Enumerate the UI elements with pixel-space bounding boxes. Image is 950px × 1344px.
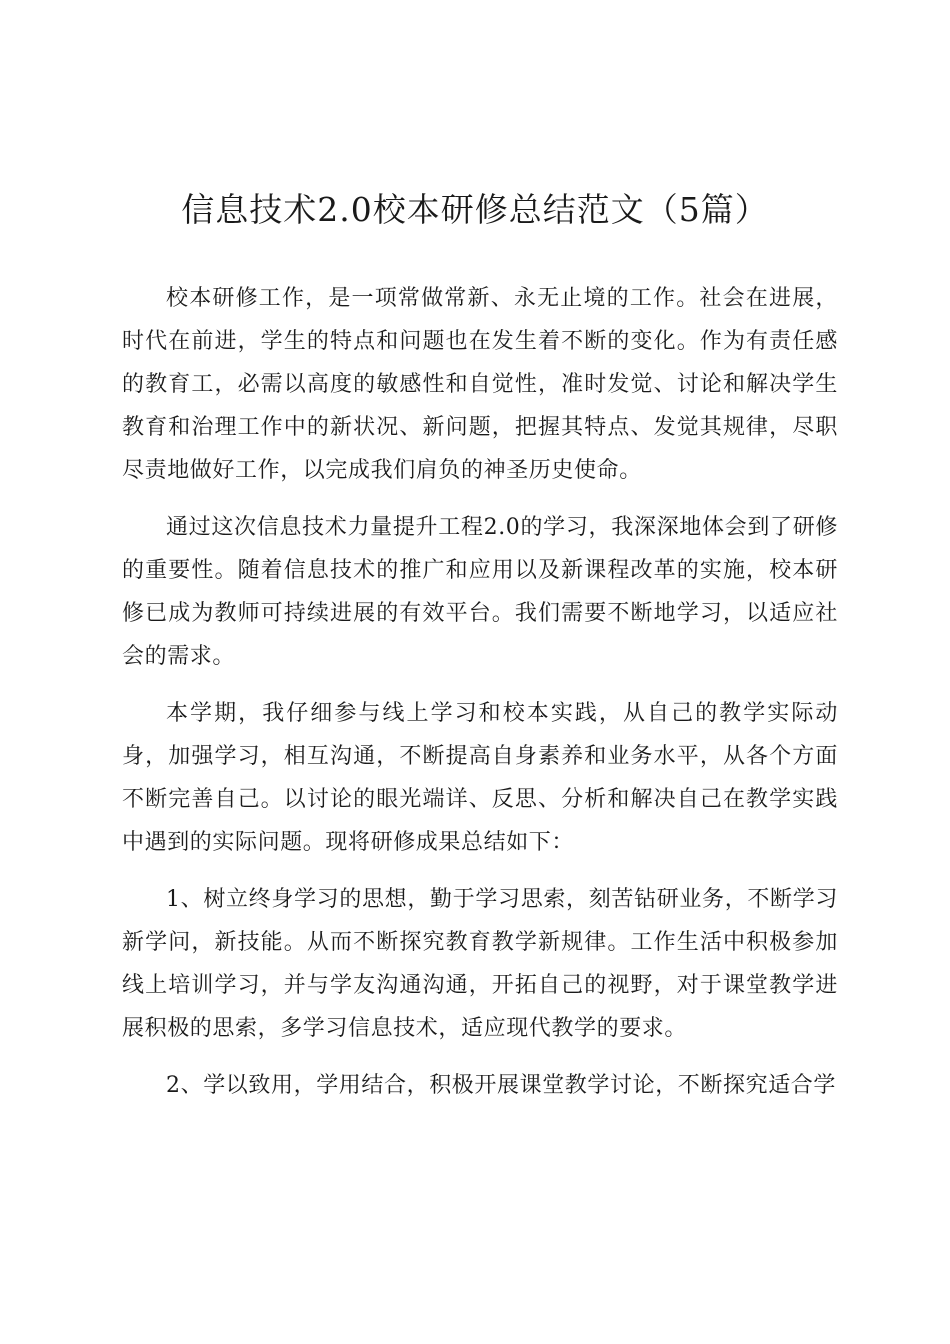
paragraph-training-importance: 通过这次信息技术力量提升工程2.0的学习，我深深地体会到了研修的重要性。随着信息技术的推广和应用以及新课程改革的实施，校本研修已成为教师可持续进展的有效平台。我们需要不断地学习，以适应社会的需求。 <box>122 515 838 669</box>
document-body <box>122 277 838 1121</box>
paragraph-point-2: 2、学以致用，学用结合，积极开展课堂教学讨论，不断探究适合学 <box>166 1073 836 1098</box>
paragraph-intro: 校本研修工作，是一项常做常新、永无止境的工作。社会在进展，时代在前进，学生的特点和问题也在发生着不断的变化。作为有责任感的教育工，必需以高度的敏感性和自觉性，准时发觉、讨论和解决学生教育和治理工作中的新状况、新问题，把握其特点、发觉其规律，尽职尽责地做好工作，以完成我们肩负的神圣历史使命。 <box>122 286 838 483</box>
paragraph-point-1: 1、树立终身学习的思想，勤于学习思索，刻苦钻研业务，不断学习新学问，新技能。从而不断探究教育教学新规律。工作生活中积极参加线上培训学习，并与学友沟通沟通，开拓自己的视野，对于课堂教学进展积极的思索，多学习信息技术，适应现代教学的要求。 <box>122 887 838 1041</box>
document-title: 信息技术2.0校本研修总结范文（5篇） <box>181 190 769 229</box>
paragraph-semester-summary: 本学期，我仔细参与线上学习和校本实践，从自己的教学实际动身，加强学习，相互沟通，不断提高自身素养和业务水平，从各个方面不断完善自己。以讨论的眼光端详、反思、分析和解决自己在教学实践中遇到的实际问题。现将研修成果总结如下： <box>122 701 838 855</box>
